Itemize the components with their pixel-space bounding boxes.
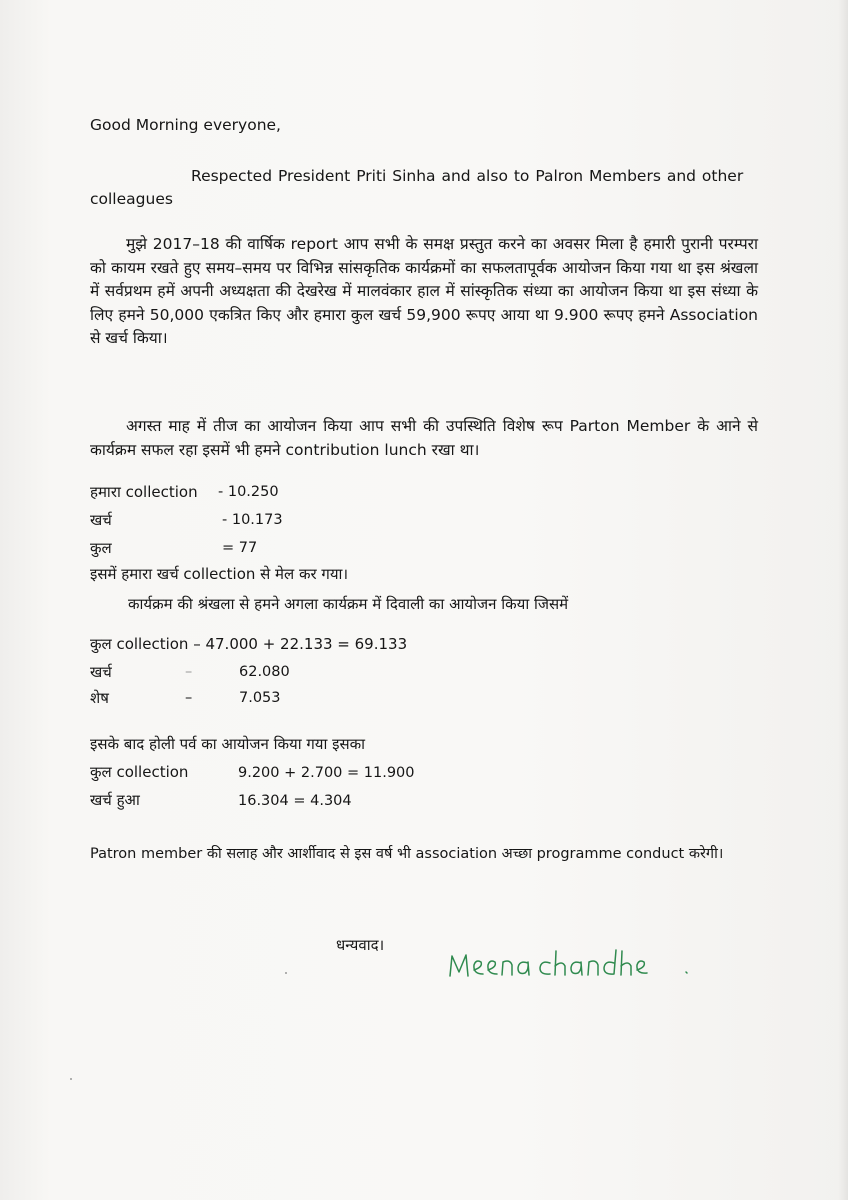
teej-expense-value: - 10.173 bbox=[222, 512, 283, 528]
holi-expense-value: 16.304 = 4.304 bbox=[238, 793, 352, 809]
diwali-expense-value: 62.080 bbox=[239, 664, 290, 680]
holi-collection-value: 9.200 + 2.700 = 11.900 bbox=[238, 765, 415, 781]
teej-collection-label: हमारा collection bbox=[90, 483, 198, 501]
diwali-balance-label: शेष bbox=[90, 689, 109, 707]
diwali-collection-line: कुल collection – 47.000 + 22.133 = 69.133 bbox=[90, 635, 408, 653]
diwali-balance-value: 7.053 bbox=[239, 690, 281, 706]
diwali-expense-label: खर्च bbox=[90, 663, 112, 681]
page-edge-shadow bbox=[838, 0, 848, 1200]
teej-expense-label: खर्च bbox=[90, 511, 112, 529]
holi-expense-label: खर्च हुआ bbox=[90, 791, 140, 809]
thanks-line: धन्यवाद। bbox=[336, 936, 385, 954]
greeting-line: Good Morning everyone, bbox=[90, 116, 281, 134]
teej-paragraph: अगस्त माह में तीज का आयोजन किया आप सभी की उपस्थिति विशेष रूप Parton Member के आने से कार्यक्रम सफल रहा इसमें भी हमने contribution lunch रखा था। bbox=[90, 417, 758, 459]
salutation-continuation: colleagues bbox=[90, 190, 173, 208]
diwali-balance-dash: – bbox=[185, 690, 193, 706]
handwritten-signature bbox=[446, 946, 710, 988]
report-paragraph: मुझे 2017–18 की वार्षिक report आप सभी के समक्ष प्रस्तुत करने का अवसर मिला है हमारी पुरानी परम्परा को कायम रखते हुए समय–समय पर विभिन्न सांसकृतिक कार्यक्रमों का सफलतापूर्वक आयोजन किया गया था इस श्रंखला में सर्वप्रथम हमें अपनी अध्यक्षता की देखरेख में मालवंकार हाल में सांस्कृतिक संध्या का आयोजन किया था इस संध्या के लिए हमने 50,000 एकत्रित किए और हमारा कुल खर्च 59,900 रूपए आया था 9.900 रूपए हमने Association से खर्च किया। bbox=[90, 235, 758, 347]
teej-collection-value: - 10.250 bbox=[218, 484, 279, 500]
salutation-line: Respected President Priti Sinha and also to Palron Members and other bbox=[191, 167, 744, 185]
diwali-intro: कार्यक्रम की श्रंखला से हमने अगला कार्यक्रम में दिवाली का आयोजन किया जिसमें bbox=[128, 595, 569, 613]
closing-paragraph: Patron member की सलाह और आर्शीवाद से इस वर्ष भी association अच्छा programme conduct करेगी। bbox=[90, 846, 724, 862]
teej-total-value: = 77 bbox=[222, 540, 258, 556]
teej-total-label: कुल bbox=[90, 539, 112, 557]
holi-collection-label: कुल collection bbox=[90, 763, 189, 781]
holi-intro: इसके बाद होली पर्व का आयोजन किया गया इसका bbox=[90, 735, 366, 753]
diwali-expense-dash: – bbox=[185, 664, 193, 680]
paper-speck bbox=[285, 972, 287, 974]
teej-note: इसमें हमारा खर्च collection से मेल कर गया। bbox=[90, 565, 349, 583]
paper-speck bbox=[70, 1078, 72, 1080]
